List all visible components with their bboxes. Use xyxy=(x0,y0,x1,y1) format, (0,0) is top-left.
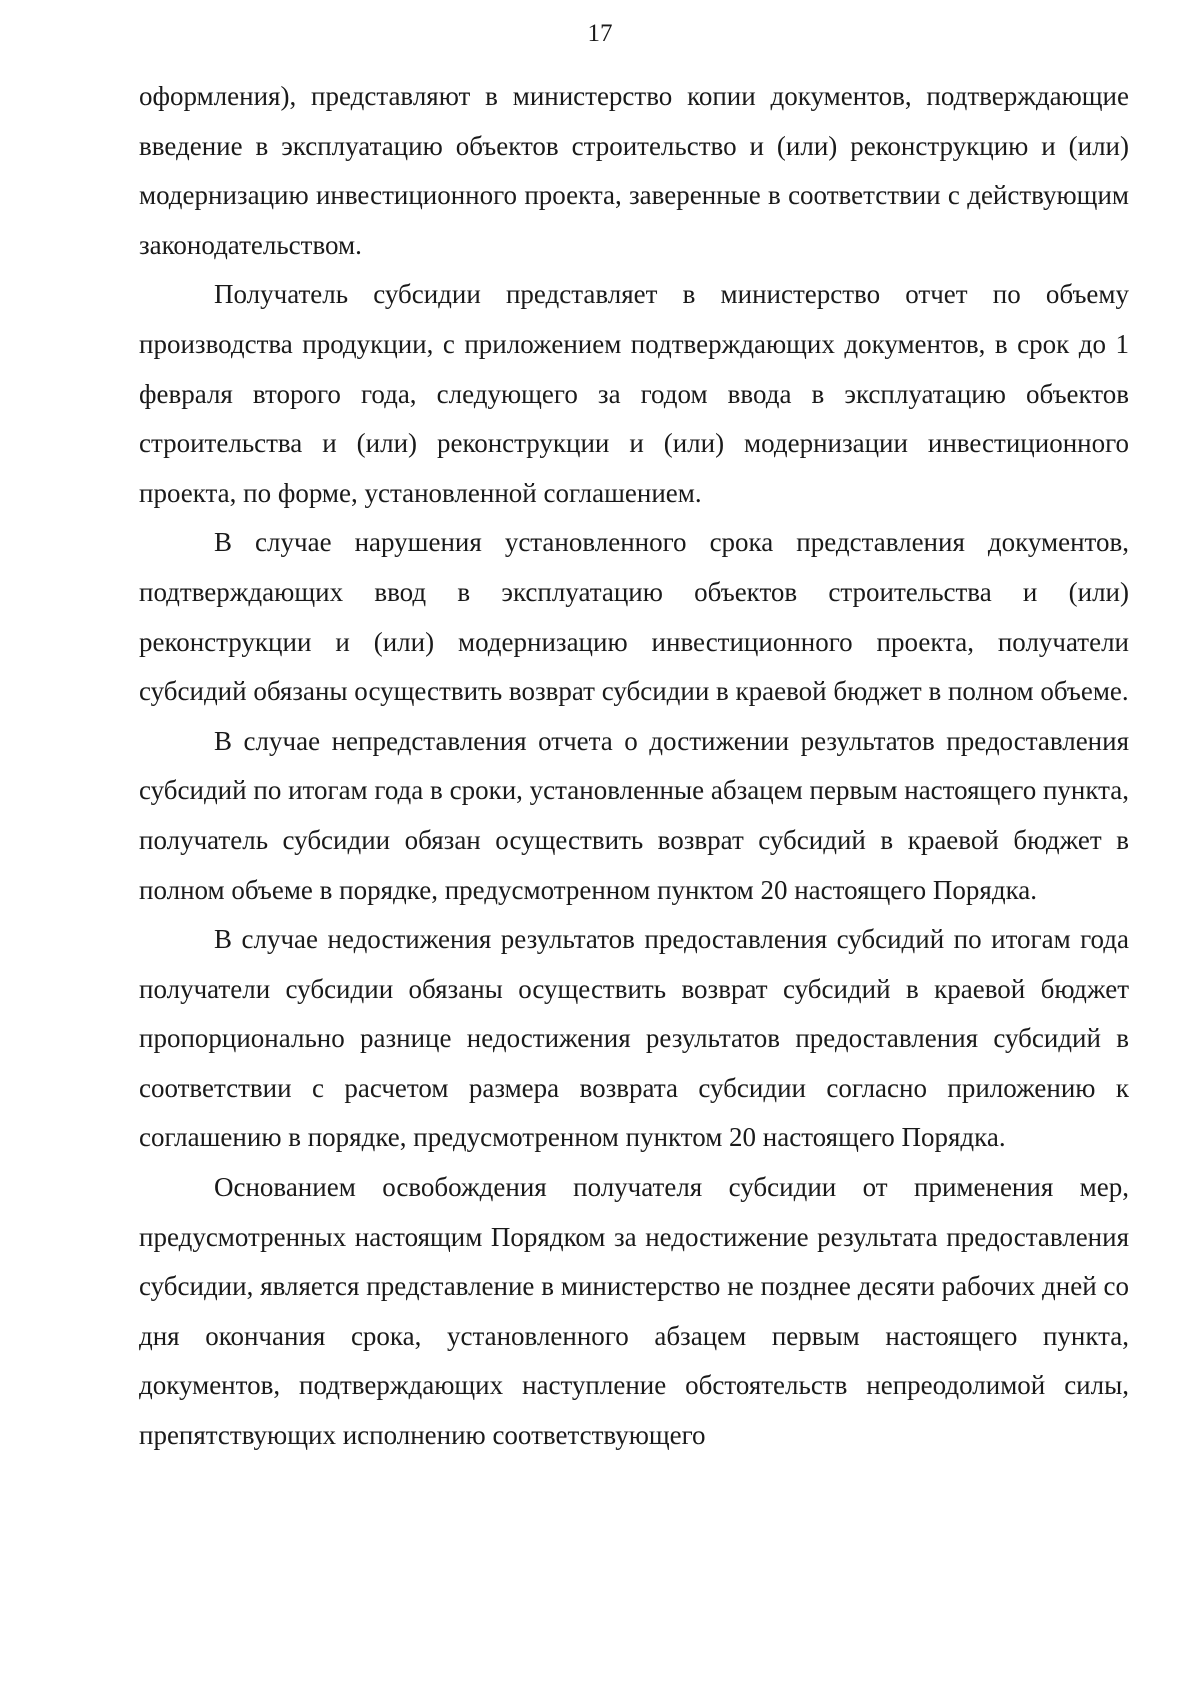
paragraph-4: В случае непредставления отчета о достижении результатов предоставления субсидий по итогам года в сроки, установленные абзацем первым настоящего пункта, получатель субсидии обязан осуществить возврат субсидий в краевой бюджет в полном объеме в порядке, предусмотренном пунктом 20 настоящего Порядка. xyxy=(139,725,1129,905)
paragraph-2: Получатель субсидии представляет в министерство отчет по объему производства продукции, с приложением подтверждающих документов, в срок до 1 февраля второго года, следующего за годом ввода в эксплуатацию объектов строительства и (или) реконструкции и (или) модернизации инвестиционного проекта, по форме, установленной соглашением. xyxy=(139,279,1129,508)
document-body xyxy=(139,72,1129,1461)
page-number: 17 xyxy=(587,20,613,47)
paragraph-3: В случае нарушения установленного срока представления документов, подтверждающих ввод в эксплуатацию объектов строительства и (или) реконструкции и (или) модернизацию инвестиционного проекта, получатели субсидий обязаны осуществить возврат субсидии в краевой бюджет в полном объеме. xyxy=(139,527,1129,707)
paragraph-5: В случае недостижения результатов предоставления субсидий по итогам года получатели субсидии обязаны осуществить возврат субсидий в краевой бюджет пропорционально разнице недостижения результатов предоставления субсидий в соответствии с расчетом размера возврата субсидии согласно приложению к соглашению в порядке, предусмотренном пунктом 20 настоящего Порядка. xyxy=(139,924,1129,1153)
paragraph-6: Основанием освобождения получателя субсидии от применения мер, предусмотренных настоящим Порядком за недостижение результата предоставления субсидии, является представление в министерство не позднее десяти рабочих дней со дня окончания срока, установленного абзацем первым настоящего пункта, документов, подтверждающих наступление обстоятельств непреодолимой силы, препятствующих исполнению соответствующего xyxy=(139,1172,1129,1451)
paragraph-1: оформления), представляют в министерство копии документов, подтверждающие введение в эксплуатацию объектов строительство и (или) реконструкцию и (или) модернизацию инвестиционного проекта, заверенные в соответствии с действующим законодательством. xyxy=(139,81,1129,260)
